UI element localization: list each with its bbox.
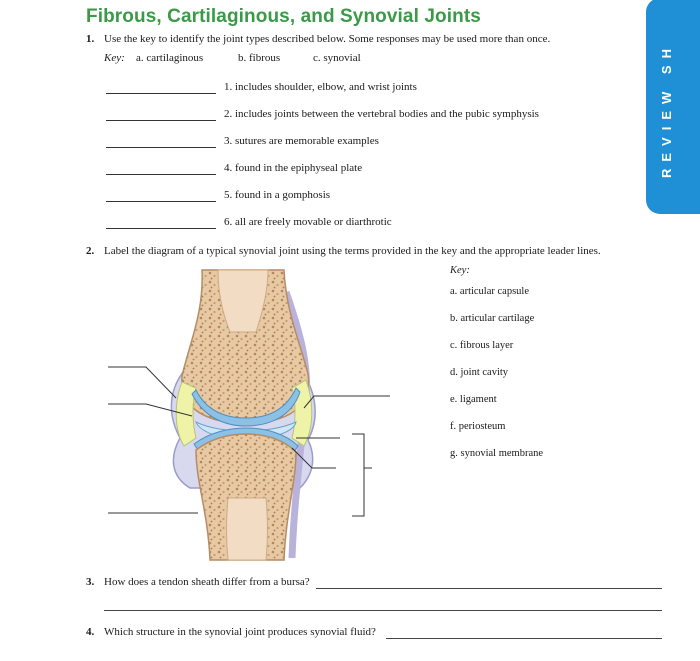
q2-number: 2.: [86, 245, 95, 257]
q2-key-item-d: d. joint cavity: [450, 367, 509, 378]
q4-prompt: Which structure in the synovial joint produces synovial fluid?: [104, 626, 376, 638]
q1-item-3: 3. sutures are memorable examples: [224, 135, 379, 147]
q1-key-label: Key:: [104, 52, 125, 64]
bracket-label: [352, 434, 364, 516]
q3-prompt: How does a tendon sheath differ from a bursa?: [104, 576, 310, 588]
q1-key-item-b: b. fibrous: [238, 52, 281, 64]
q1-number: 1.: [86, 33, 95, 45]
q1-answer-blank-6[interactable]: [106, 228, 216, 229]
q1-key-item-c: c. synovial: [313, 52, 361, 64]
q1-answer-blank-2[interactable]: [106, 120, 216, 121]
q1-item-6: 6. all are freely movable or diarthrotic: [224, 216, 392, 228]
page-title: Fibrous, Cartilaginous, and Synovial Joints: [86, 6, 481, 27]
q2-key-item-c: c. fibrous layer: [450, 340, 514, 351]
q1-answer-blank-3[interactable]: [106, 147, 216, 148]
q1-item-1: 1. includes shoulder, elbow, and wrist joints: [224, 81, 417, 93]
q1-item-2: 2. includes joints between the vertebral bodies and the pubic symphysis: [224, 108, 539, 120]
q1-item-4: 4. found in the epiphyseal plate: [224, 162, 363, 174]
q2-key-item-g: g. synovial membrane: [450, 448, 544, 459]
q4-answer-line[interactable]: [386, 638, 662, 639]
q1-key-item-a: a. cartilaginous: [136, 52, 204, 64]
q2-key-item-b: b. articular cartilage: [450, 313, 535, 324]
q1-item-5: 5. found in a gomphosis: [224, 189, 331, 201]
q3-answer-line-1[interactable]: [316, 588, 662, 589]
review-tab-label: REVIEW SH: [659, 42, 674, 178]
synovial-joint-diagram: [100, 262, 400, 566]
q1-answer-blank-5[interactable]: [106, 201, 216, 202]
leader-line-1: [108, 367, 176, 398]
q3-number: 3.: [86, 576, 95, 588]
q1-answer-blank-1[interactable]: [106, 93, 216, 94]
q1-prompt: Use the key to identify the joint types described below. Some responses may be used more than once.: [104, 33, 551, 45]
q2-key-item-a: a. articular capsule: [450, 286, 529, 297]
q2-prompt: Label the diagram of a typical synovial joint using the terms provided in the key and the appropriate leader lines.: [104, 245, 601, 257]
q2-key-item-f: f. periosteum: [450, 421, 506, 432]
q1-answer-blank-4[interactable]: [106, 174, 216, 175]
q2-key-item-e: e. ligament: [450, 394, 497, 405]
leader-line-4: [304, 396, 390, 408]
q4-number: 4.: [86, 626, 95, 638]
q2-key-label: Key:: [450, 265, 470, 276]
q3-answer-line-2[interactable]: [104, 610, 662, 611]
lower-medullary-cavity: [227, 498, 268, 560]
